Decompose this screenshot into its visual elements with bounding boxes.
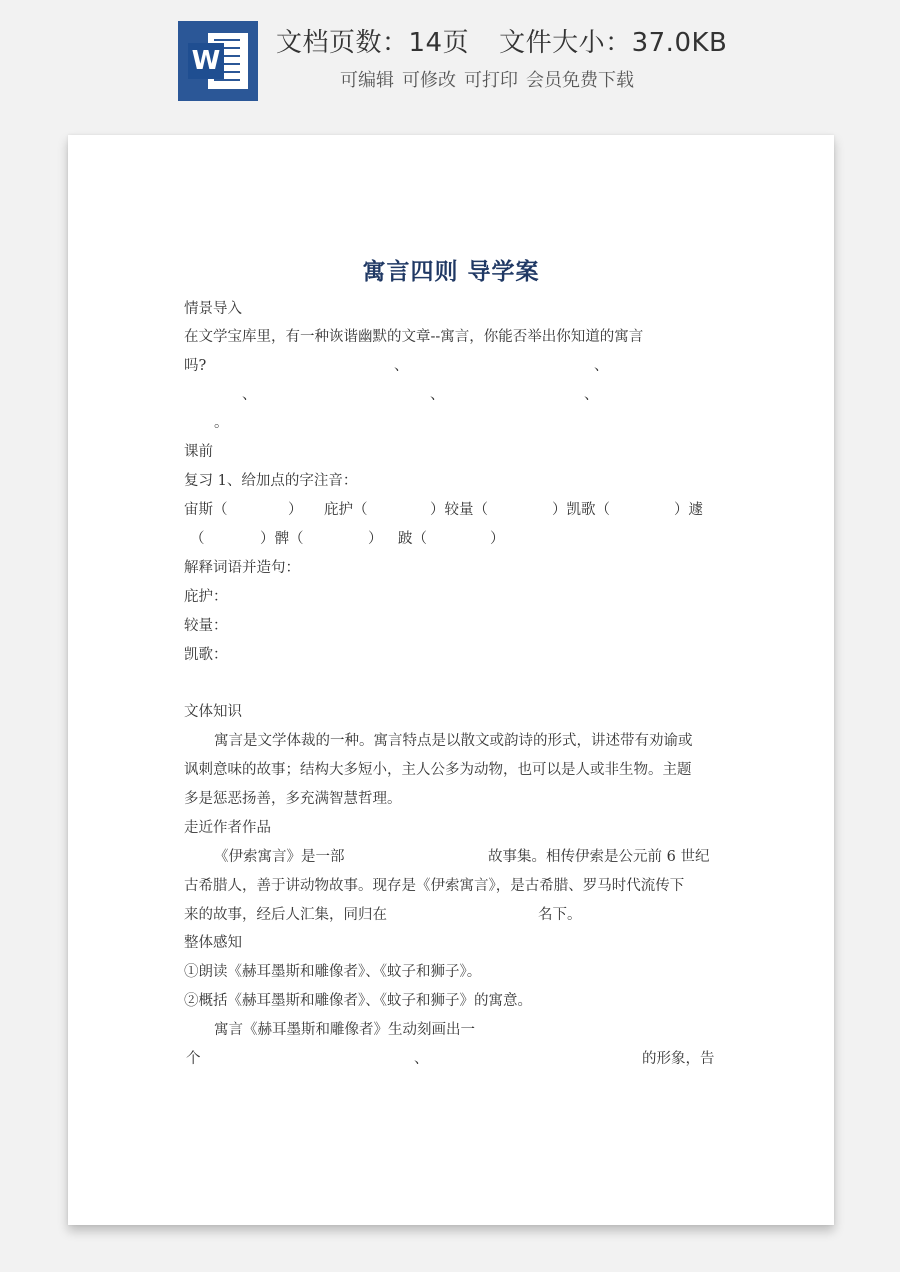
pinyin-item: 庇护（: [324, 502, 368, 518]
vocab-item: 庇护：: [184, 589, 228, 605]
paragraph-line: 复习 1、给加点的字注音：: [184, 473, 358, 489]
pinyin-item: 宙斯（: [184, 502, 228, 518]
section-heading: 课前: [184, 444, 213, 460]
feature-editable: 可编辑: [340, 70, 394, 91]
paragraph-line: 《伊索寓言》是一部: [214, 849, 345, 865]
paragraph-line: 讽刺意味的故事；结构大多短小，主人公多为动物，也可以是人或非生物。主题: [184, 762, 692, 778]
blank-separator: 、: [594, 358, 609, 374]
blank-separator: 、: [242, 387, 257, 403]
pinyin-item: 跛（: [398, 531, 427, 547]
paragraph-line: 多是惩恶扬善，多充满智慧哲理。: [184, 791, 402, 807]
section-heading: 情景导入: [184, 301, 242, 317]
paragraph-line: 古希腊人，善于讲动物故事。现存是《伊索寓言》，是古希腊、罗马时代流传下: [184, 878, 685, 894]
blank-separator: 、: [584, 387, 599, 403]
paragraph-line: 吗?: [184, 358, 207, 374]
blank-separator: 、: [414, 1051, 429, 1067]
header-banner: [0, 0, 900, 120]
vocab-item: 较量：: [184, 618, 228, 634]
paragraph-line: 解释词语并造句：: [184, 560, 300, 576]
pinyin-item: ）较量（: [430, 502, 488, 518]
feature-printable: 可打印: [464, 70, 518, 91]
section-heading: 走近作者作品: [184, 820, 271, 836]
paragraph-line: 的形象，告: [642, 1051, 715, 1067]
section-heading: 整体感知: [184, 935, 242, 951]
file-size: 文件大小：37.0KB: [499, 28, 728, 58]
paragraph-line: ②概括《赫耳墨斯和雕像者》、《蚊子和狮子》的寓意。: [184, 993, 532, 1009]
paragraph-line: 寓言《赫耳墨斯和雕像者》生动刻画出一: [214, 1022, 475, 1038]
word-document-icon: W: [178, 21, 258, 101]
pinyin-item: ）: [288, 502, 303, 518]
paragraph-line: 故事集。相传伊索是公元前 6 世纪: [488, 849, 710, 865]
document-title: 寓言四则 导学案: [362, 259, 540, 285]
paragraph-line: 在文学宝库里，有一种诙谐幽默的文章--寓言，你能否举出你知道的寓言: [184, 329, 644, 345]
paragraph-line: 个: [186, 1051, 201, 1067]
pinyin-item: ）凯歌（: [552, 502, 610, 518]
blank-separator: 、: [430, 387, 445, 403]
feature-modifiable: 可修改: [402, 70, 456, 91]
feature-list: [340, 66, 642, 92]
pinyin-item: ）髀（: [260, 531, 304, 547]
blank-separator: 、: [394, 358, 409, 374]
page-count: 文档页数：14页: [276, 28, 470, 58]
pinyin-item: （: [190, 531, 205, 547]
paragraph-line: 名下。: [538, 907, 582, 923]
pinyin-item: ）: [368, 531, 383, 547]
vocab-item: 凯歌：: [184, 647, 228, 663]
paragraph-line: 寓言是文学体裁的一种。寓言特点是以散文或韵诗的形式，讲述带有劝谕或: [214, 733, 693, 749]
feature-member-download: 会员免费下载: [526, 70, 634, 91]
blank-end: 。: [214, 415, 229, 431]
section-heading: 文体知识: [184, 704, 242, 720]
paragraph-line: 来的故事，经后人汇集，同归在: [184, 907, 387, 923]
paragraph-line: ①朗读《赫耳墨斯和雕像者》、《蚊子和狮子》。: [184, 964, 482, 980]
pinyin-item: ）遽: [674, 502, 703, 518]
document-page: [68, 135, 834, 1225]
file-info: [276, 22, 727, 59]
pinyin-item: ）: [490, 531, 505, 547]
